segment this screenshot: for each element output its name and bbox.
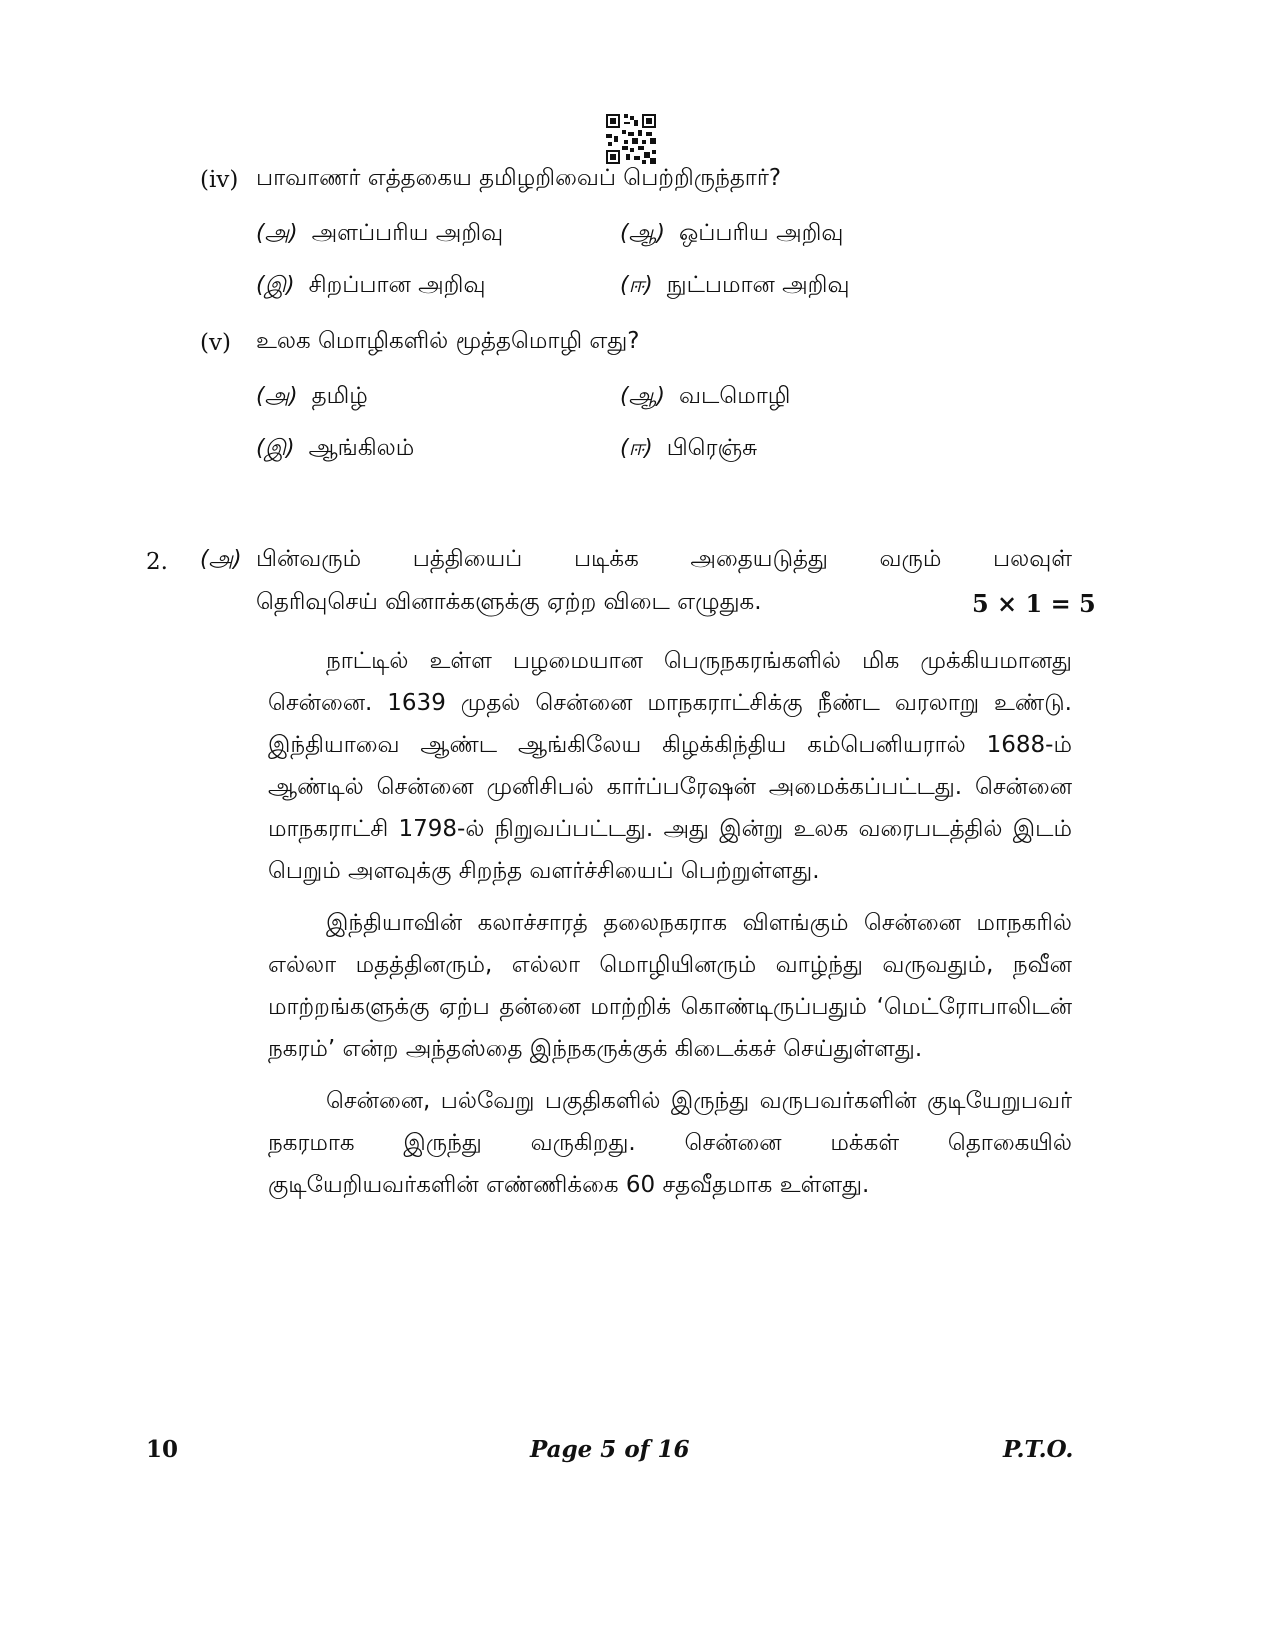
instruction-line-1: பின்வரும் பத்தியைப் படிக்க அதையடுத்து வரும் பலவுள் — [256, 546, 1072, 572]
pto-label: P.T.O. — [1003, 1436, 1074, 1463]
option-label: (ஆ) — [620, 221, 665, 246]
option-label: (ஈ) — [620, 436, 653, 461]
page-number: Page 5 of 16 — [530, 1436, 690, 1463]
option-label: (இ) — [256, 273, 295, 298]
question-number: (iv) — [200, 167, 239, 193]
question-text: பாவாணர் எத்தகைய தமிழறிவைப் பெற்றிருந்தார்? — [256, 165, 782, 191]
option-ii — [620, 272, 850, 301]
passage-paragraph-1: நாட்டில் உள்ள பழமையான பெருநகரங்களில் மிக முக்கியமானது சென்னை. 1639 முதல் சென்னை மாநகராட்சிக்கு நீண்ட வரலாறு உண்டு. இந்தியாவை ஆண்ட ஆங்கிலேய கிழக்கிந்திய கம்பெனியரால் 1688-ம் ஆண்டில் சென்னை முனிசிபல் கார்ப்பரேஷன் அமைக்கப்பட்டது. சென்னை மாநகராட்சி 1798-ல் நிறுவப்பட்டது. அது இன்று உலக வரைபடத்தில் இடம் பெறும் அளவுக்கு சிறந்த வளர்ச்சியைப் பெற்றுள்ளது. — [268, 648, 1072, 884]
qr-code-icon — [606, 114, 656, 164]
option-aa — [620, 220, 843, 249]
option-label: (இ) — [256, 436, 295, 461]
section-sub-label — [200, 547, 256, 575]
option-a — [256, 383, 368, 412]
paper-code: 10 — [146, 1436, 179, 1463]
option-text: ஒப்பரிய அறிவு — [679, 220, 844, 246]
option-label: (ஆ) — [620, 384, 665, 409]
option-text: ஆங்கிலம் — [308, 435, 415, 461]
option-text: நுட்பமான அறிவு — [666, 272, 850, 298]
option-text: சிறப்பான அறிவு — [308, 272, 486, 298]
option-label: (அ) — [256, 221, 298, 246]
marks-label: 5 × 1 = 5 — [972, 589, 1096, 618]
option-label: (அ) — [256, 384, 298, 409]
option-aa — [620, 383, 790, 412]
section-number: 2. — [146, 549, 168, 575]
reading-passage — [268, 640, 1072, 1206]
passage-paragraph-2: இந்தியாவின் கலாச்சாரத் தலைநகராக விளங்கும் சென்னை மாநகரில் எல்லா மதத்தினரும், எல்லா மொழியினரும் வாழ்ந்து வருவதும், நவீன மாற்றங்களுக்கு ஏற்ப தன்னை மாற்றிக் கொண்டிருப்பதும் ‘மெட்ரோபாலிடன் நகரம்’ என்ற அந்தஸ்தை இந்நகருக்குக் கிடைக்கச் செய்துள்ளது. — [268, 910, 1072, 1062]
option-i — [256, 272, 485, 301]
passage-paragraph-3: சென்னை, பல்வேறு பகுதிகளில் இருந்து வருபவர்களின் குடியேறுபவர் நகரமாக இருந்து வருகிறது. சென்னை மக்கள் தொகையில் குடியேறியவர்களின் எண்ணிக்கை 60 சதவீதமாக உள்ளது. — [268, 1088, 1072, 1198]
option-text: பிரெஞ்சு — [666, 435, 758, 461]
option-text: அளப்பரிய அறிவு — [311, 220, 504, 246]
question-number: (v) — [200, 330, 231, 356]
sub-label: (அ) — [200, 547, 242, 572]
option-text: வடமொழி — [679, 383, 791, 409]
option-a — [256, 220, 503, 249]
option-label: (ஈ) — [620, 273, 653, 298]
option-ii — [620, 435, 757, 464]
option-text: தமிழ் — [311, 383, 368, 409]
instruction-line-2: தெரிவுசெய் வினாக்களுக்கு ஏற்ற விடை எழுதுக. — [256, 589, 762, 615]
question-text: உலக மொழிகளில் மூத்தமொழி எது? — [256, 328, 640, 354]
option-i — [256, 435, 414, 464]
